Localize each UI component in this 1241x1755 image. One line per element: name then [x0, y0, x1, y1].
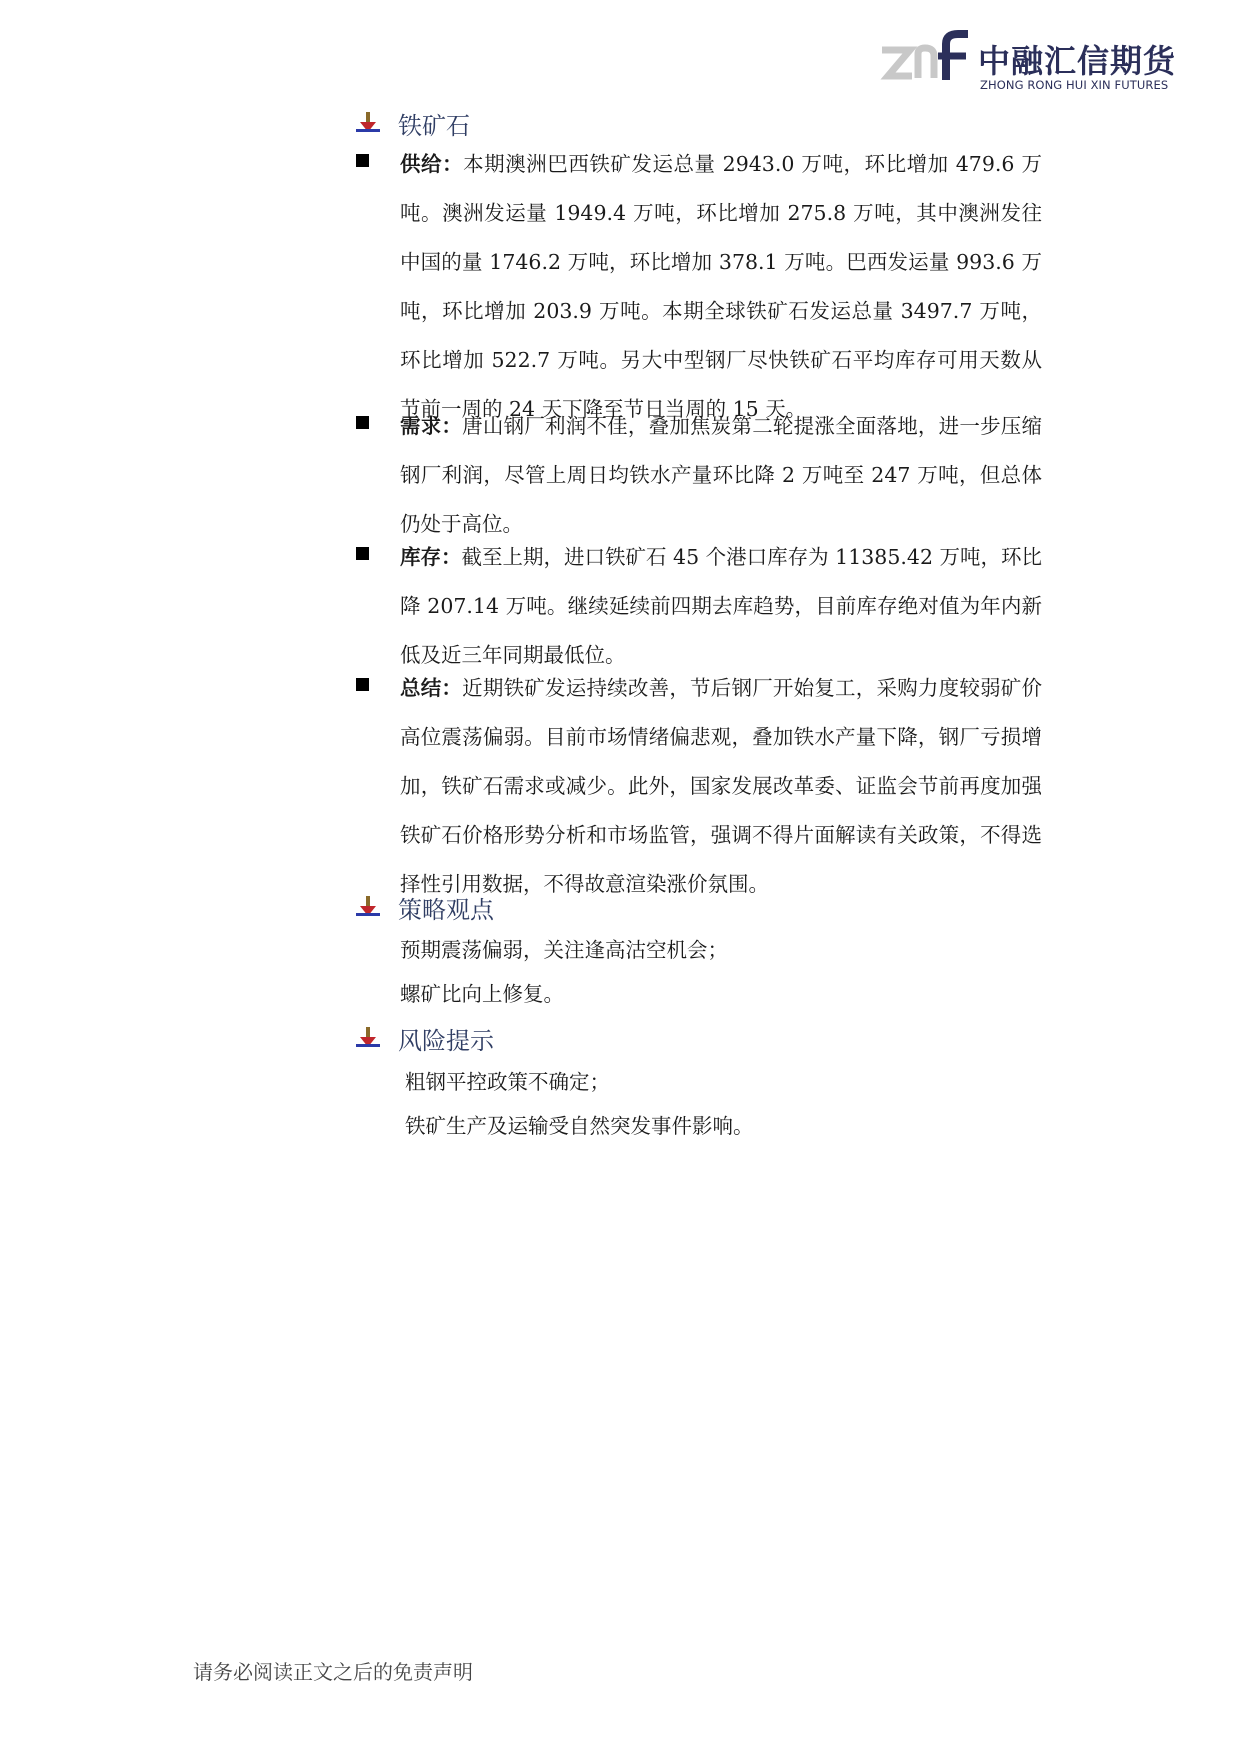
summary-text: 近期铁矿发运持续改善，节后钢厂开始复工，采购力度较弱矿价高位震荡偏弱。目前市场情绪偏悲观，叠加铁水产量下降，钢厂亏损增加，铁矿石需求或减少。此外，国家发展改革委、证监会节前再度加强铁矿石价格形势分析和市场监管，强调不得片面解读有关政策，不得选择性引用数据，不得故意渲染涨价氛围。: [400, 676, 1043, 896]
strategy-line: 螺矿比向上修复。: [400, 982, 564, 1006]
bullet-square-icon: [356, 416, 369, 429]
supply-label: 供给：: [400, 152, 464, 176]
summary-paragraph: [400, 664, 1042, 909]
demand-label: 需求：: [400, 414, 463, 438]
inventory-text: 截至上期，进口铁矿石 45 个港口库存为 11385.42 万吨，环比降 207.14 万吨。继续延续前四期去库趋势，目前库存绝对值为年内新低及近三年同期最低位。: [400, 545, 1043, 667]
section-title: 铁矿石: [398, 112, 470, 140]
supply-paragraph: [400, 140, 1042, 434]
demand-paragraph: [400, 402, 1042, 549]
section-title: 风险提示: [398, 1027, 494, 1055]
inventory-label: 库存：: [400, 545, 462, 569]
strategy-line: 预期震荡偏弱，关注逢高沽空机会；: [400, 938, 728, 962]
section-arrow-icon: [356, 112, 380, 134]
demand-item: [356, 402, 1042, 552]
section-arrow-icon: [356, 1027, 380, 1049]
bullet-square-icon: [356, 547, 369, 560]
logo-chinese-name: 中融汇信期货: [978, 42, 1177, 80]
bullet-square-icon: [356, 678, 369, 691]
inventory-item: [356, 533, 1042, 683]
demand-text: 唐山钢厂利润不佳，叠加焦炭第二轮提涨全面落地，进一步压缩钢厂利润，尽管上周日均铁水产量环比降 2 万吨至 247 万吨，但总体仍处于高位。: [400, 414, 1043, 536]
bullet-square-icon: [356, 154, 369, 167]
section-title: 策略观点: [398, 896, 494, 924]
footer-disclaimer: 请务必阅读正文之后的免责声明: [193, 1660, 473, 1684]
logo-english-name: ZHONG RONG HUI XIN FUTURES: [980, 78, 1169, 92]
summary-label: 总结：: [400, 676, 463, 700]
section-arrow-icon: [356, 896, 380, 918]
risk-line: 铁矿生产及运输受自然突发事件影响。: [405, 1114, 754, 1138]
inventory-paragraph: [400, 533, 1042, 680]
supply-item: [356, 140, 1042, 440]
risk-line: 粗钢平控政策不确定；: [405, 1070, 610, 1094]
supply-text: 本期澳洲巴西铁矿发运总量 2943.0 万吨，环比增加 479.6 万吨。澳洲发运量 1949.4 万吨，环比增加 275.8 万吨，其中澳洲发往中国的量 1746.2 万吨，环比增加 378.1 万吨。巴西发运量 993.6 万吨，环比增加 203.9 万吨。本期全球铁矿石发运总量 3497.7 万吨，环比增加 522.7 万吨。另大中型钢厂尽快铁矿石平均库存可用天数从节前一周的 24 天下降至节日当周的 15 天。: [400, 152, 1043, 421]
summary-item: [356, 664, 1042, 914]
znf-logo-mark-icon: [880, 30, 976, 88]
company-logo: [880, 30, 1177, 98]
